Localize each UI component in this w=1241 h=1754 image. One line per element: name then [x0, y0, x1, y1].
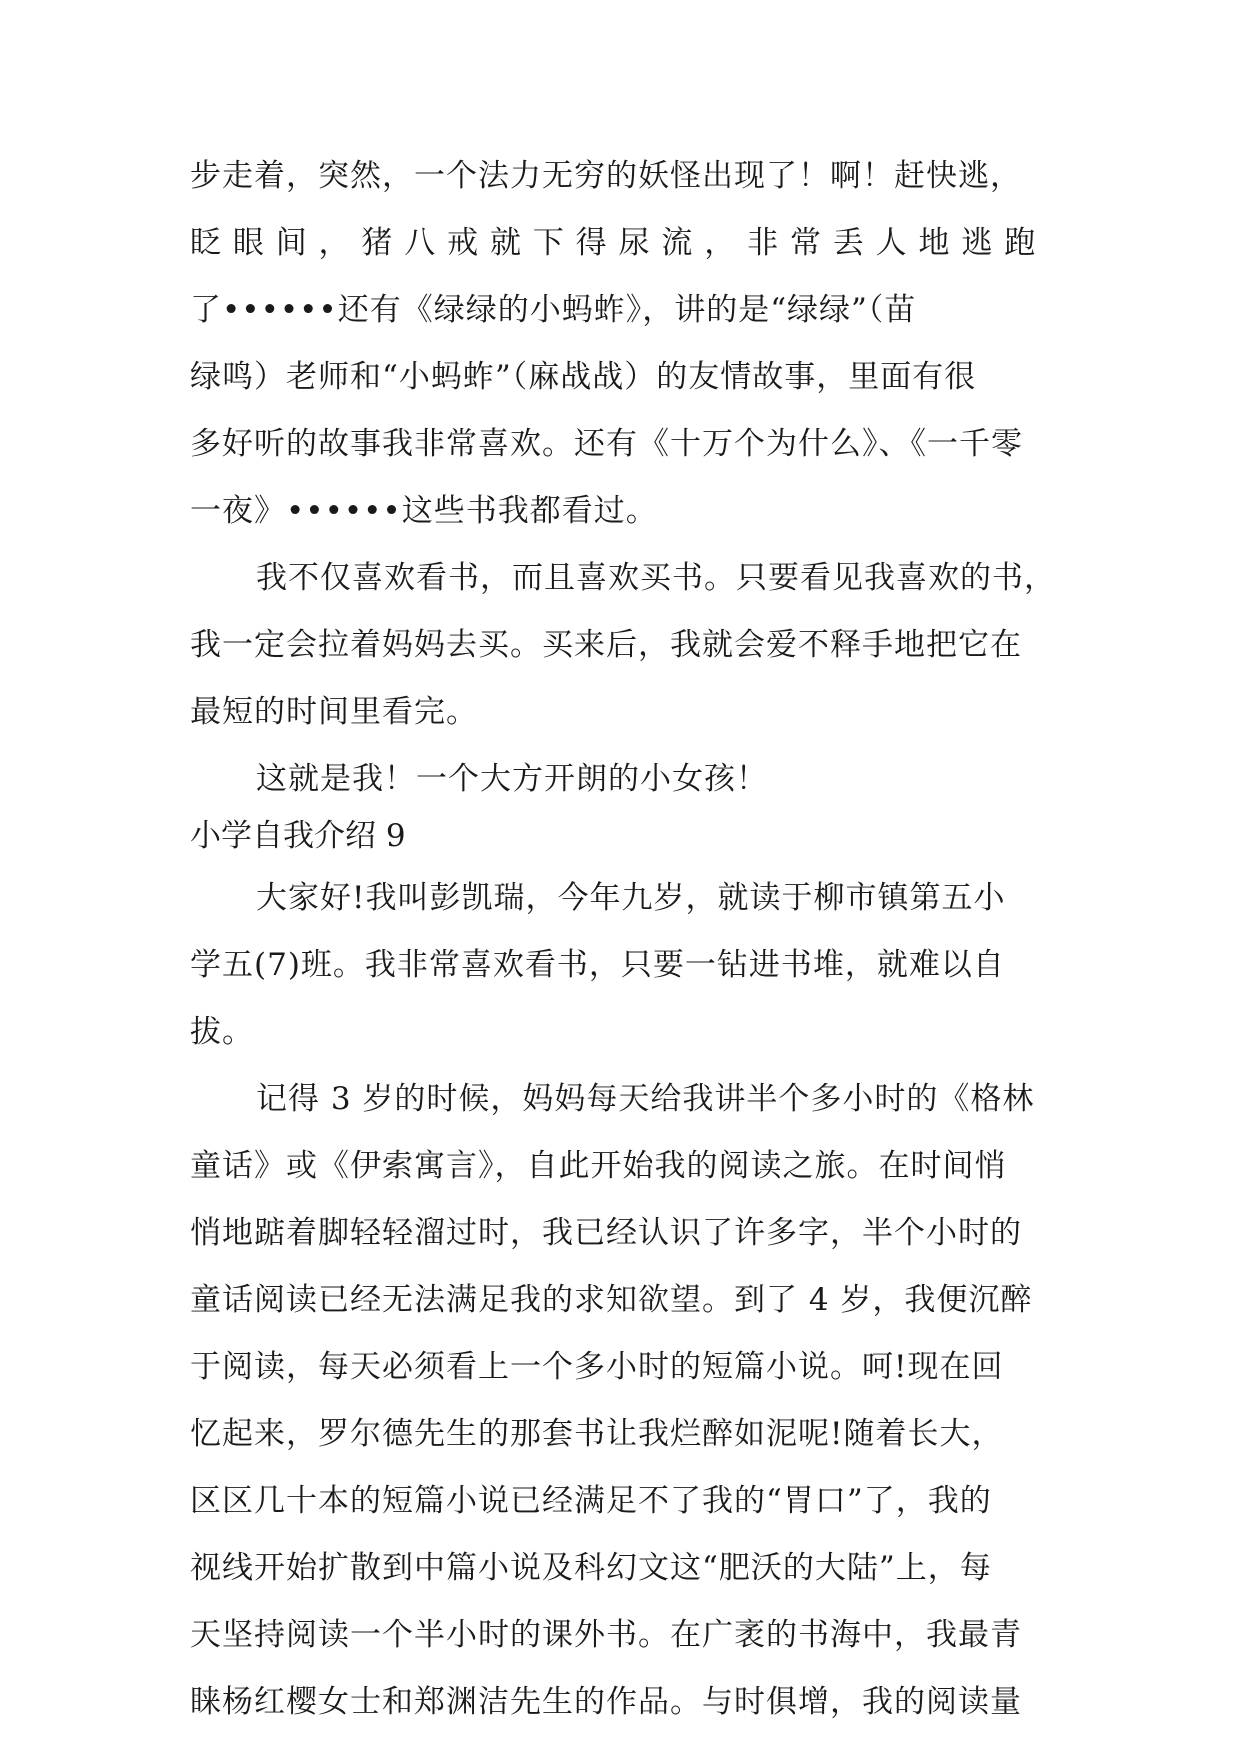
- text-line: 拔。: [190, 1014, 254, 1050]
- section-heading: 小学自我介绍 9: [190, 818, 406, 854]
- text-line: 睐杨红樱女士和郑渊洁先生的作品。与时俱增，我的阅读量: [190, 1684, 1022, 1720]
- text-line: 多好听的故事我非常喜欢。还有《十万个为什么》、《一千零: [190, 426, 1023, 462]
- text-line: 忆起来，罗尔德先生的那套书让我烂醉如泥呢!随着长大，: [190, 1416, 1004, 1452]
- text-line: 绿鸣）老师和“小蚂蚱”（麻战战）的友情故事，里面有很: [190, 359, 977, 395]
- text-line: 童话阅读已经无法满足我的求知欲望。到了 4 岁，我便沉醉: [190, 1282, 1033, 1318]
- paragraph-first-line: 这就是我！一个大方开朗的小女孩！: [256, 761, 768, 797]
- paragraph-first-line: 大家好!我叫彭凯瑞，今年九岁，就读于柳市镇第五小: [256, 880, 1006, 916]
- text-line: 步走着，突然，一个法力无穷的妖怪出现了！啊！赶快逃，: [190, 158, 1022, 194]
- text-line: 于阅读，每天必须看上一个多小时的短篇小说。呵!现在回: [190, 1349, 1004, 1385]
- text-line: 天坚持阅读一个半小时的课外书。在广袤的书海中，我最青: [190, 1617, 1022, 1653]
- text-line: 区区几十本的短篇小说已经满足不了我的“胃口”了，我的: [190, 1483, 992, 1519]
- paragraph-first-line: 我不仅喜欢看书，而且喜欢买书。只要看见我喜欢的书，: [256, 560, 1056, 596]
- text-line: 最短的时间里看完。: [190, 694, 478, 730]
- text-line: 悄地踮着脚轻轻溜过时，我已经认识了许多字，半个小时的: [190, 1215, 1022, 1251]
- text-line: 眨 眼 间 ， 猪 八 戒 就 下 得 尿 流 ， 非 常 丢 人 地 逃 跑: [190, 225, 1037, 261]
- paragraph-first-line: 记得 3 岁的时候，妈妈每天给我讲半个多小时的《格林: [256, 1081, 1035, 1117]
- text-line: 一夜》••••••这些书我都看过。: [190, 493, 658, 529]
- text-line: 了••••••还有《绿绿的小蚂蚱》，讲的是“绿绿”（苗: [190, 292, 917, 328]
- text-line: 视线开始扩散到中篇小说及科幻文这“肥沃的大陆”上，每: [190, 1550, 992, 1586]
- text-line: 学五(7)班。我非常喜欢看书，只要一钻进书堆，就难以自: [190, 947, 1005, 983]
- text-line: 我一定会拉着妈妈去买。买来后，我就会爱不释手地把它在: [190, 627, 1022, 663]
- text-line: 童话》或《伊索寓言》，自此开始我的阅读之旅。在时间悄: [190, 1148, 1007, 1184]
